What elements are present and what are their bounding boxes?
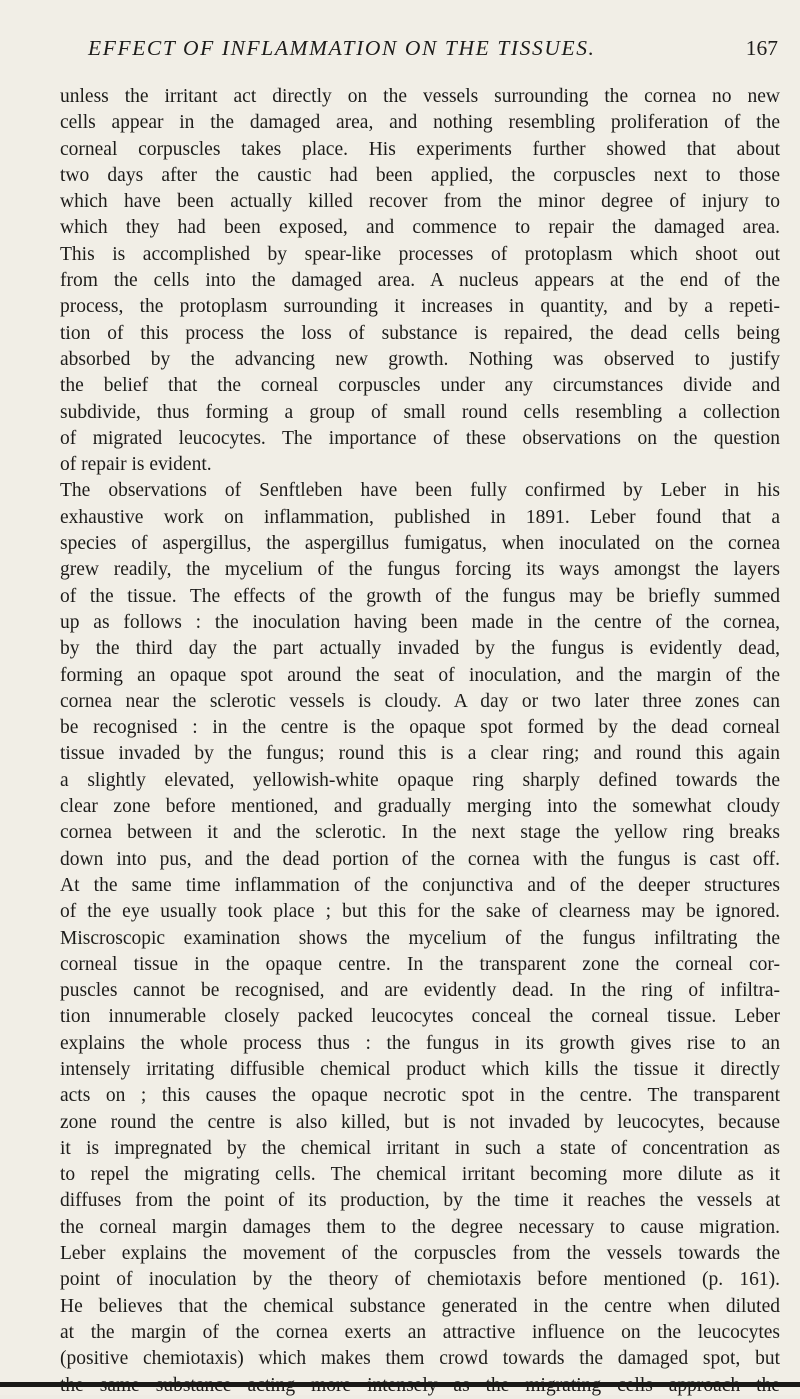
text-line: the corneal margin damages them to the degree necessary to cause migration. — [60, 1216, 780, 1238]
text-line: of the tissue. The effects of the growth of the fungus may be briefly summed — [60, 585, 780, 607]
text-line: diffuses from the point of its production, by the time it reaches the vessels at — [60, 1190, 780, 1212]
text-line: intensely irritating diffusible chemical product which kills the tissue it directly — [60, 1058, 780, 1080]
text-line: zone round the centre is also killed, but is not invaded by leucocytes, because — [60, 1111, 780, 1133]
text-line: (positive chemiotaxis) which makes them crowd towards the damaged spot, but — [60, 1348, 780, 1370]
text-line: two days after the caustic had been applied, the corpuscles next to those — [60, 164, 780, 186]
text-line: the belief that the corneal corpuscles under any circumstances divide and — [60, 375, 780, 397]
running-header — [88, 36, 778, 66]
text-line: clear zone before mentioned, and gradually merging into the somewhat cloudy — [60, 796, 780, 818]
text-line: which have been actually killed recover from the minor degree of injury to — [60, 191, 780, 213]
text-line: corneal corpuscles takes place. His experiments further showed that about — [60, 138, 780, 160]
text-line: He believes that the chemical substance generated in the centre when diluted — [60, 1295, 780, 1317]
text-line: tissue invaded by the fungus; round this is a clear ring; and round this again — [60, 743, 780, 765]
text-line: from the cells into the damaged area. A nucleus appears at the end of the — [60, 270, 780, 292]
text-line: Miscroscopic examination shows the mycelium of the fungus infiltrating the — [60, 927, 780, 949]
text-line: cornea between it and the sclerotic. In the next stage the yellow ring breaks — [60, 822, 780, 844]
page-number: 167 — [745, 36, 778, 60]
text-line: cells appear in the damaged area, and nothing resembling proliferation of the — [60, 112, 780, 134]
body-text — [60, 84, 780, 1399]
text-line: a slightly elevated, yellowish-white opaque ring sharply defined towards the — [60, 769, 780, 791]
text-line: The observations of Senftleben have been fully confirmed by Leber in his — [60, 480, 780, 502]
text-line: by the third day the part actually invaded by the fungus is evidently dead, — [60, 638, 780, 660]
text-line: Leber explains the movement of the corpuscles from the vessels towards the — [60, 1243, 780, 1265]
text-line: species of aspergillus, the aspergillus fumigatus, when inoculated on the cornea — [60, 533, 780, 555]
text-line: down into pus, and the dead portion of the cornea with the fungus is cast off. — [60, 848, 780, 870]
text-line: absorbed by the advancing new growth. Nothing was observed to justify — [60, 348, 780, 370]
text-line: tion innumerable closely packed leucocytes conceal the corneal tissue. Leber — [60, 1006, 780, 1028]
text-line: it is impregnated by the chemical irritant in such a state of concentration as — [60, 1137, 780, 1159]
text-line: grew readily, the mycelium of the fungus forcing its ways amongst the layers — [60, 559, 780, 581]
text-line: acts on ; this causes the opaque necrotic spot in the centre. The transparent — [60, 1085, 780, 1107]
text-line: explains the whole process thus : the fungus in its growth gives rise to an — [60, 1032, 780, 1054]
running-title: EFFECT OF INFLAMMATION ON THE TISSUES. — [88, 36, 596, 60]
text-line: process, the protoplasm surrounding it increases in quantity, and by a repeti- — [60, 296, 780, 318]
text-line: be recognised : in the centre is the opaque spot formed by the dead corneal — [60, 717, 780, 739]
text-line: puscles cannot be recognised, and are evidently dead. In the ring of infiltra- — [60, 980, 780, 1002]
text-line: up as follows : the inoculation having been made in the centre of the cornea, — [60, 611, 780, 633]
text-line: which they had been exposed, and commence to repair the damaged area. — [60, 217, 780, 239]
text-line: subdivide, thus forming a group of small round cells resembling a collection — [60, 401, 780, 423]
text-line: forming an opaque spot around the seat of inoculation, and the margin of the — [60, 664, 780, 686]
text-line: of the eye usually took place ; but this for the sake of clearness may be ignored. — [60, 901, 780, 923]
text-line: exhaustive work on inflammation, published in 1891. Leber found that a — [60, 506, 780, 528]
text-line: tion of this process the loss of substance is repaired, the dead cells being — [60, 322, 780, 344]
text-line: of migrated leucocytes. The importance of these observations on the question — [60, 427, 780, 449]
text-line: At the same time inflammation of the conjunctiva and of the deeper structures — [60, 874, 780, 896]
text-line: of repair is evident. — [60, 454, 212, 476]
text-line: corneal tissue in the opaque centre. In the transparent zone the corneal cor- — [60, 953, 780, 975]
text-line: cornea near the sclerotic vessels is cloudy. A day or two later three zones can — [60, 690, 780, 712]
text-line: point of inoculation by the theory of chemiotaxis before mentioned (p. 161). — [60, 1269, 780, 1291]
text-line: at the margin of the cornea exerts an attractive influence on the leucocytes — [60, 1321, 780, 1343]
text-line: to repel the migrating cells. The chemical irritant becoming more dilute as it — [60, 1164, 780, 1186]
text-line: unless the irritant act directly on the vessels surrounding the cornea no new — [60, 86, 780, 107]
page-bottom-edge — [0, 1382, 800, 1387]
text-line: This is accomplished by spear-like processes of protoplasm which shoot out — [60, 243, 780, 265]
